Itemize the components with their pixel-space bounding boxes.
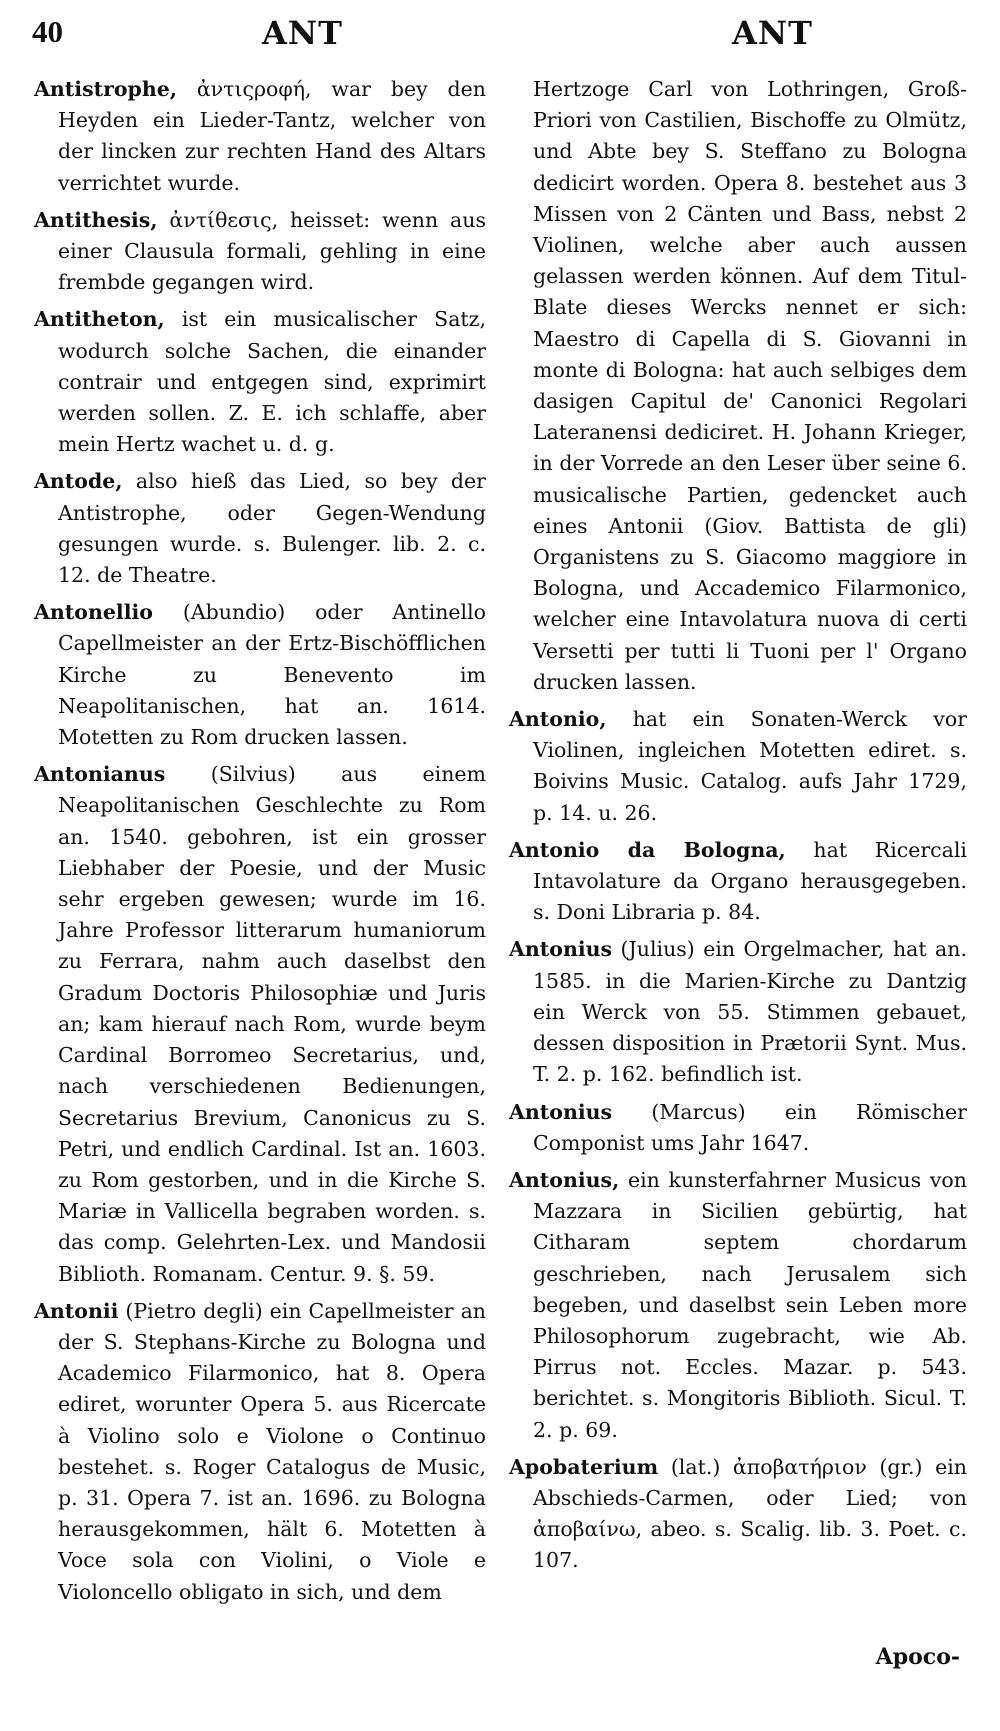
headword: Antonius: [509, 937, 613, 962]
entry-antode: [34, 466, 486, 591]
running-head-right: ANT: [732, 14, 813, 52]
entry-antonianus: [34, 759, 486, 1289]
entry-text: (Pietro degli) ein Capellmeister an der S. Stephans-Kirche zu Bologna und Academico Filarmonico, hat 8. Opera ediret, worunter Opera 5. aus Ricercate à Violino solo e Violone o Continuo bestehet. s. Roger Catalogus de Music, p. 31. Opera 7. ist an. 1696. zu Bologna herausgekommen, hält 6. Motetten à Voce sola con Violini, o Viole e Violoncello obligato in sich, und dem: [58, 1298, 486, 1604]
entry-antitheton: [34, 304, 486, 460]
headword: Antitheton,: [34, 307, 165, 332]
entry-antonellio: [34, 597, 486, 753]
entry-text: Hertzoge Carl von Lothringen, Groß-Priori von Castilien, Bischoffe zu Olmütz, und Abte bey S. Steffano zu Bologna dedicirt worden. Opera 8. bestehet aus 3 Missen von 2 Cänten und Bass, nebst 2 Violinen, welche aber auch aussen gelassen werden können. Auf dem Titul-Blate dieses Wercks nennet er sich: Maestro di Capella di S. Giovanni in monte di Bologna: hat auch selbiges dem dasigen Capitul de' Canonici Regolari Lateranensi dediciret. H. Johann Krieger, in der Vorrede an den Leser über seine 6. musicalische Partien, gedencket auch eines Antonii (Giov. Battista de gli) Organistens zu S. Giacomo maggiore in Bologna, und Accademico Filarmonico, welcher eine Intavolatura nuova di certi Versetti per tutti li Tuoni per l' Organo drucken lassen.: [533, 77, 967, 694]
entry-text: ἀντιςροφή, war bey den Heyden ein Lieder-Tantz, welcher von der lincken zur rechten Hand des Altars verrichtet wurde.: [58, 77, 486, 195]
entry-text: also hieß das Lied, so bey der Antistrophe, oder Gegen-Wendung gesungen wurde. s. Bulenger. lib. 2. c. 12. de Theatre.: [58, 469, 486, 588]
entry-antithesis: [34, 205, 486, 299]
entry-apobaterium: [509, 1452, 967, 1577]
entry-text: (lat.) ἀποβατήριον (gr.) ein Abschieds-Carmen, oder Lied; von ἀποβαίνω, abeo. s. Scalig. lib. 3. Poet. c. 107.: [533, 1454, 967, 1573]
headword: Antistrophe,: [34, 77, 177, 101]
page-number: 40: [32, 14, 63, 49]
entry-text: ein kunsterfahrner Musicus von Mazzara in Sicilien gebürtig, hat Citharam septem chordarum geschrieben, nach Jerusalem sich begeben, und daselbst sein Leben more Philosophorum zugebracht, wie Ab. Pirrus not. Eccles. Mazar. p. 543. berichtet. s. Mongitoris Biblioth. Sicul. T. 2. p. 69.: [533, 1167, 967, 1442]
running-head-left: ANT: [262, 14, 343, 52]
entry-text: (Marcus) ein Römischer Componist ums Jahr 1647.: [533, 1099, 967, 1155]
entry-text: hat ein Sonaten-Werck vor Violinen, ingleichen Motetten ediret. s. Boivins Music. Catalog. aufs Jahr 1729, p. 14. u. 26.: [533, 707, 967, 825]
headword: Antonianus: [34, 762, 166, 787]
entry-antonii-continued: [509, 74, 967, 698]
entry-antonio: [509, 704, 967, 829]
headword: Antonellio: [34, 600, 153, 625]
entry-antonio-da-bologna: [509, 835, 967, 929]
headword: Antonio da Bologna,: [509, 837, 786, 862]
entry-text: ist ein musicalischer Satz, wodurch solche Sachen, die einander contrair und entgegen sind, exprimirt werden sollen. Z. E. ich schlaffe, aber mein Hertz wachet u. d. g.: [58, 307, 486, 457]
left-column: [34, 74, 486, 1614]
entry-antistrophe: [34, 74, 486, 199]
right-column: [509, 74, 967, 1583]
entry-antonii: [34, 1296, 486, 1608]
headword: Antode,: [34, 469, 123, 494]
entry-antonius-julius: [509, 934, 967, 1090]
entry-text: (Silvius) aus einem Neapolitanischen Geschlechte zu Rom an. 1540. gebohren, ist ein grosser Liebhaber der Poesie, und der Music sehr ergeben gewesen; wurde im 16. Jahre Professor litterarum humaniorum zu Ferrara, nahm auch daselbst den Gradum Doctoris Philosophiæ und Juris an; kam hierauf nach Rom, wurde beym Cardinal Borromeo Secretarius, und, nach verschiedenen Bedienungen, Secretarius Brevium, Canonicus zu S. Petri, und endlich Cardinal. Ist an. 1603. zu Rom gestorben, und in die Kirche S. Mariæ in Vallicella begraben worden. s. das comp. Gelehrten-Lex. und Mandosii Biblioth. Romanam. Centur. 9. §. 59.: [58, 762, 486, 1286]
entry-text: (Julius) ein Orgelmacher, hat an. 1585. in die Marien-Kirche zu Dantzig ein Werck von 55. Stimmen gebauet, dessen disposition in Prætorii Synt. Mus. T. 2. p. 162. befindlich ist.: [533, 937, 967, 1087]
entry-antonius-marcus: [509, 1097, 967, 1159]
headword: Antithesis,: [34, 207, 158, 232]
headword: Antonii: [34, 1298, 119, 1323]
headword: Antonio,: [509, 707, 607, 732]
catchword: Apoco-: [875, 1644, 960, 1670]
headword: Antonius,: [509, 1167, 620, 1192]
entry-text: hat Ricercali Intavolature da Organo herausgegeben. s. Doni Libraria p. 84.: [533, 837, 967, 925]
entry-text: ἀντίθεσις, heisset: wenn aus einer Clausula formali, gehling in eine frembde gegangen wird.: [58, 207, 486, 295]
headword: Antonius: [509, 1099, 613, 1124]
entry-text: (Abundio) oder Antinello Capellmeister an der Ertz-Bischöfflichen Kirche zu Benevento im Neapolitanischen, hat an. 1614. Motetten zu Rom drucken lassen.: [58, 600, 486, 750]
entry-antonius-mazzara: [509, 1165, 967, 1446]
headword: Apobaterium: [509, 1454, 659, 1479]
